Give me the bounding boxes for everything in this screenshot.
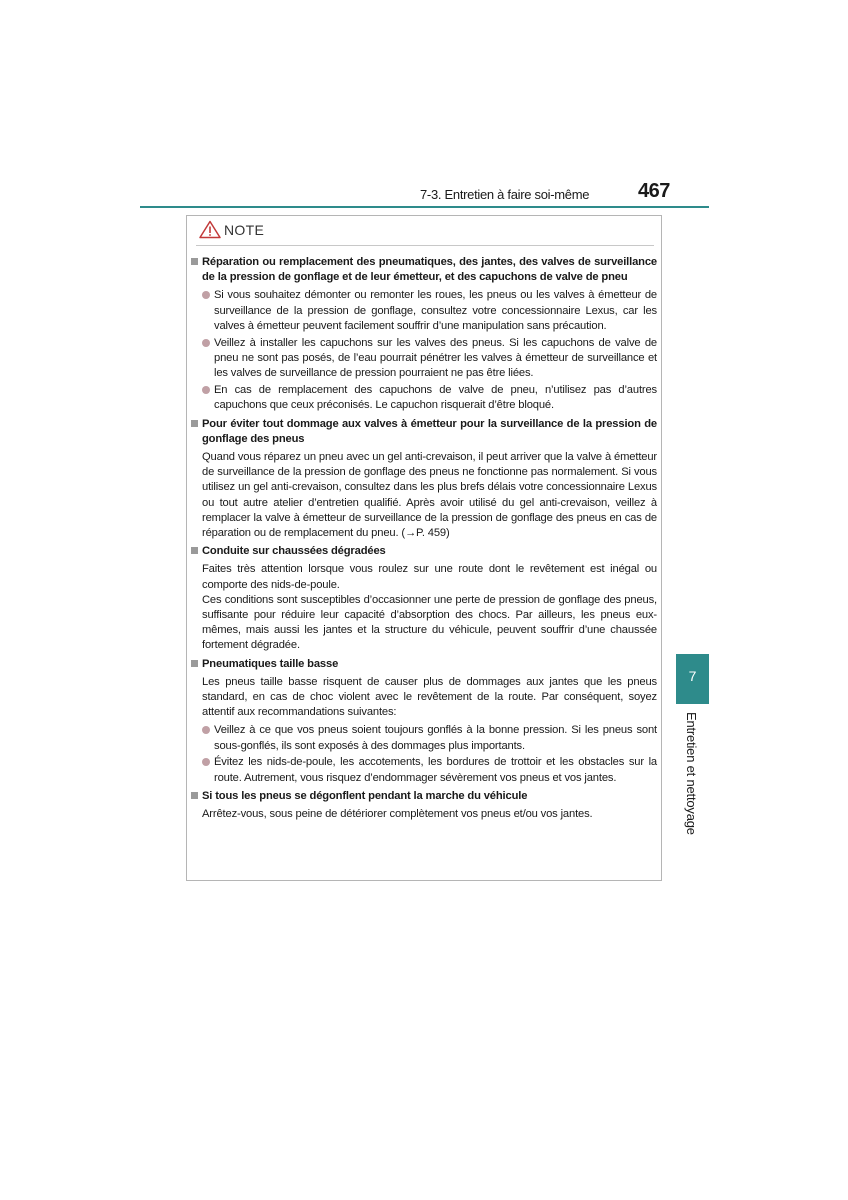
- list-item: Évitez les nids-de-poule, les accotements, les bordures de trottoir et les obstacles sur la route. Autrement, vous risquez d’endommager sévèrement vos pneus et vos jantes.: [190, 755, 657, 785]
- list-item: Veillez à ce que vos pneus soient toujours gonflés à la bonne pression. Si les pneus sont sous-gonflés, ils sont exposés à des dommages plus importants.: [190, 723, 657, 753]
- bullet-dot-icon: [202, 386, 210, 394]
- section-title: Conduite sur chaussées dégradées: [190, 544, 657, 559]
- section-title: Pour éviter tout dommage aux valves à émetteur pour la surveillance de la pression de gonflage des pneus: [190, 417, 657, 447]
- section-title: Pneumatiques taille basse: [190, 657, 657, 672]
- paragraph: Ces conditions sont susceptibles d’occasionner une perte de pression de gonflage des pneus, suffisante pour réduire leur capacité d’absorption des chocs. Par ailleurs, les pneus eux-mêmes, mais aussi les jantes et la structure du véhicule, peuvent souffrir d’une chaussée fortement dégradée.: [202, 593, 657, 652]
- note-content: [190, 255, 657, 826]
- section-title: Si tous les pneus se dégonflent pendant la marche du véhicule: [190, 789, 657, 804]
- chapter-tab: 7: [676, 654, 709, 704]
- bullet-dot-icon: [202, 339, 210, 347]
- list-item: Si vous souhaitez démonter ou remonter les roues, les pneus ou les valves à émetteur de surveillance de la pression de gonflage, consultez votre concessionnaire Lexus, car les valves à émetteur peuvent facilement souffrir d’une manipulation sans précaution.: [190, 288, 657, 334]
- paragraph: Faites très attention lorsque vous roulez sur une route dont le revêtement est inégal ou comporte des nids-de-poule.: [202, 563, 657, 591]
- header-rule: [140, 206, 709, 208]
- note-divider: [196, 245, 654, 246]
- section-title: Réparation ou remplacement des pneumatiques, des jantes, des valves de surveillance de la pression de gonflage et de leur émetteur, et des capuchons de valve de pneu: [190, 255, 657, 285]
- paragraph: Les pneus taille basse risquent de causer plus de dommages aux jantes que les pneus standard, en cas de choc violent avec le revêtement de la route. Par conséquent, soyez attentif aux recommandations suivantes:: [202, 675, 657, 719]
- list-item: Veillez à installer les capuchons sur les valves des pneus. Si les capuchons de valve de pneu ne sont pas posés, de l’eau pourrait pénétrer les valves à émetteur de surveillance et les valves de surveillance de pression pourraient ne pas être liées.: [190, 336, 657, 382]
- paragraph: Arrêtez-vous, sous peine de détériorer complètement vos pneus et/ou vos jantes.: [202, 808, 593, 821]
- square-bullet-icon: [191, 660, 198, 667]
- bullet-dot-icon: [202, 726, 210, 734]
- square-bullet-icon: [191, 258, 198, 265]
- bullet-dot-icon: [202, 758, 210, 766]
- page-number: 467: [638, 180, 670, 202]
- warning-triangle-icon: [199, 220, 221, 239]
- square-bullet-icon: [191, 547, 198, 554]
- paragraph: Quand vous réparez un pneu avec un gel anti-crevaison, il peut arriver que la valve à émetteur de surveillance de la pression de gonflage des pneus ne fonctionne pas normalement. Si vous utilisez un gel anti-crevaison, consultez dans les plus brefs délais votre concessionnaire Lexus ou tout autre atelier d’entretien qualifié. Après avoir utilisé du gel anti-crevaison, veillez à remplacer la valve à émetteur de surveillance de la pression de gonflage des pneus en cas de réparation ou de remplacement du pneu. (→P. 459): [202, 450, 657, 539]
- note-header: [199, 220, 264, 239]
- section-header-title: 7-3. Entretien à faire soi-même: [420, 187, 590, 202]
- bullet-dot-icon: [202, 291, 210, 299]
- note-label: NOTE: [224, 221, 265, 238]
- list-item: En cas de remplacement des capuchons de valve de pneu, n’utilisez pas d’autres capuchons que ceux préconisés. Le capuchon risquerait d’être bloqué.: [190, 383, 657, 413]
- square-bullet-icon: [191, 420, 198, 427]
- square-bullet-icon: [191, 792, 198, 799]
- chapter-label: Entretien et nettoyage: [684, 712, 699, 835]
